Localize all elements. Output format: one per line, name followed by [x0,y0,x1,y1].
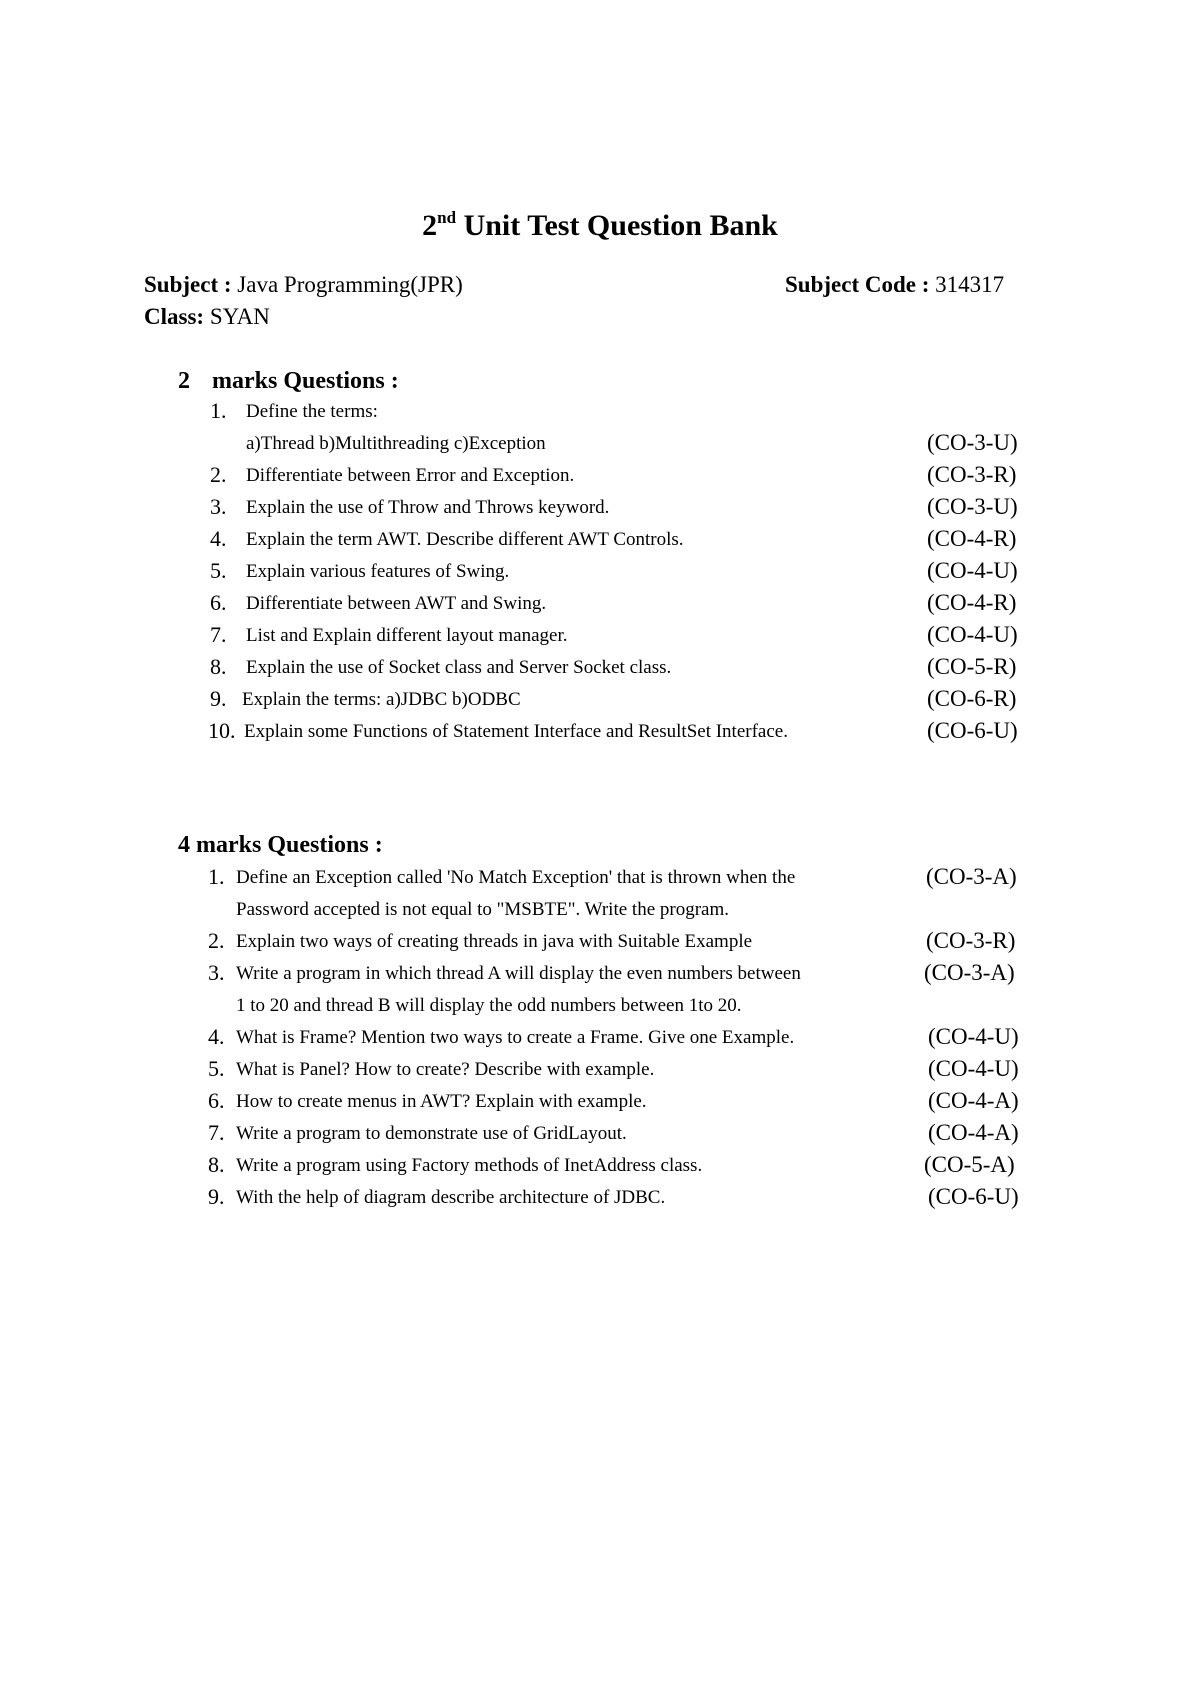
title-ordinal: 2 [422,209,438,242]
course-outcome-tag: (CO-3-U) [927,430,1018,455]
question-number: 7. [210,622,227,647]
course-outcome-tag: (CO-5-A) [924,1152,1015,1177]
four-marks-question [208,864,1058,896]
course-outcome-tag: (CO-3-A) [924,960,1015,985]
question-number: 3. [208,960,225,985]
subject-value: Java Programming(JPR) [237,272,463,297]
question-text: Explain two ways of creating threads in java with Suitable Example [236,931,753,952]
four-marks-question [208,928,1058,960]
four-marks-question [208,1152,1058,1184]
question-number: 7. [208,1120,225,1145]
two-marks-question [210,622,1060,654]
question-number: 5. [210,558,227,583]
question-text: Differentiate between AWT and Swing. [246,593,547,614]
subject-code-line [785,272,1004,298]
question-number: 4. [210,526,227,551]
question-number: 1. [208,864,225,889]
question-number: 1. [210,398,227,423]
subject-code-value: 314317 [935,272,1005,297]
two-marks-question [210,494,1060,526]
course-outcome-tag: (CO-4-R) [927,526,1017,551]
course-outcome-tag: (CO-4-U) [928,1056,1019,1081]
question-text: a)Thread b)Multithreading c)Exception [246,433,546,454]
question-number: 2. [208,928,225,953]
course-outcome-tag: (CO-4-U) [928,1024,1019,1049]
question-text: With the help of diagram describe architecture of JDBC. [236,1187,666,1208]
question-text: Write a program using Factory methods of InetAddress class. [236,1155,703,1176]
four-marks-question [208,1024,1058,1056]
two-marks-question [210,654,1060,686]
question-text: What is Frame? Mention two ways to create a Frame. Give one Example. [236,1027,795,1048]
subject-code-label: Subject Code : [785,272,930,297]
two-marks-heading-text: marks Questions : [212,368,399,394]
question-number: 9. [208,1184,225,1209]
course-outcome-tag: (CO-4-U) [927,622,1018,647]
question-number: 9. [210,686,227,711]
four-marks-question [208,960,1058,992]
course-outcome-tag: (CO-6-R) [927,686,1017,711]
two-marks-heading-num: 2 [178,368,190,394]
course-outcome-tag: (CO-3-U) [927,494,1018,519]
course-outcome-tag: (CO-4-U) [927,558,1018,583]
four-marks-question [208,1088,1058,1120]
title-ordinal-suffix: nd [437,208,457,227]
course-outcome-tag: (CO-3-R) [926,928,1016,953]
course-outcome-tag: (CO-6-U) [927,718,1018,743]
course-outcome-tag: (CO-4-A) [928,1120,1019,1145]
question-number: 8. [208,1152,225,1177]
two-marks-question [210,558,1060,590]
question-number: 6. [210,590,227,615]
question-number: 10. [208,718,236,743]
two-marks-question [210,462,1060,494]
course-outcome-tag: (CO-4-R) [927,590,1017,615]
page-title [0,208,1200,243]
question-text: Define the terms: [246,401,378,422]
course-outcome-tag: (CO-6-U) [928,1184,1019,1209]
two-marks-question [210,590,1060,622]
question-text: Explain the terms: a)JDBC b)ODBC [242,689,521,710]
question-text: Explain the term AWT. Describe different AWT Controls. [246,529,684,550]
question-number: 3. [210,494,227,519]
question-text: Write a program in which thread A will display the even numbers between [236,963,801,984]
question-text: Explain the use of Throw and Throws keyword. [246,497,610,518]
question-text-continuation: 1 to 20 and thread B will display the odd numbers between 1to 20. [236,995,742,1016]
question-text: How to create menus in AWT? Explain with example. [236,1091,647,1112]
subject-line [144,272,463,298]
question-text: What is Panel? How to create? Describe with example. [236,1059,655,1080]
question-text: Define an Exception called 'No Match Exception' that is thrown when the [236,867,796,888]
question-number: 8. [210,654,227,679]
question-text-continuation: Password accepted is not equal to "MSBTE". Write the program. [236,899,729,920]
two-marks-question [210,430,1060,462]
question-number: 4. [208,1024,225,1049]
course-outcome-tag: (CO-4-A) [928,1088,1019,1113]
class-line [144,304,270,330]
question-text: Differentiate between Error and Exception. [246,465,575,486]
class-label: Class: [144,304,205,329]
four-marks-question [208,1184,1058,1216]
two-marks-q1-intro [210,398,1060,430]
question-text: Explain various features of Swing. [246,561,510,582]
course-outcome-tag: (CO-5-R) [927,654,1017,679]
subject-label: Subject : [144,272,232,297]
four-marks-heading: 4 marks Questions : [178,832,383,858]
question-number: 5. [208,1056,225,1081]
question-text: Write a program to demonstrate use of GridLayout. [236,1123,627,1144]
course-outcome-tag: (CO-3-A) [926,864,1017,889]
class-value: SYAN [209,304,270,329]
question-number: 6. [208,1088,225,1113]
title-text: Unit Test Question Bank [463,209,778,242]
two-marks-question [210,686,1060,718]
question-text: Explain some Functions of Statement Interface and ResultSet Interface. [244,721,788,742]
four-marks-question [208,1056,1058,1088]
two-marks-heading [178,368,399,395]
two-marks-question [210,526,1060,558]
two-marks-question [208,718,1058,750]
question-text: Explain the use of Socket class and Server Socket class. [246,657,672,678]
question-number: 2. [210,462,227,487]
question-text: List and Explain different layout manager. [246,625,568,646]
course-outcome-tag: (CO-3-R) [927,462,1017,487]
four-marks-question [208,1120,1058,1152]
